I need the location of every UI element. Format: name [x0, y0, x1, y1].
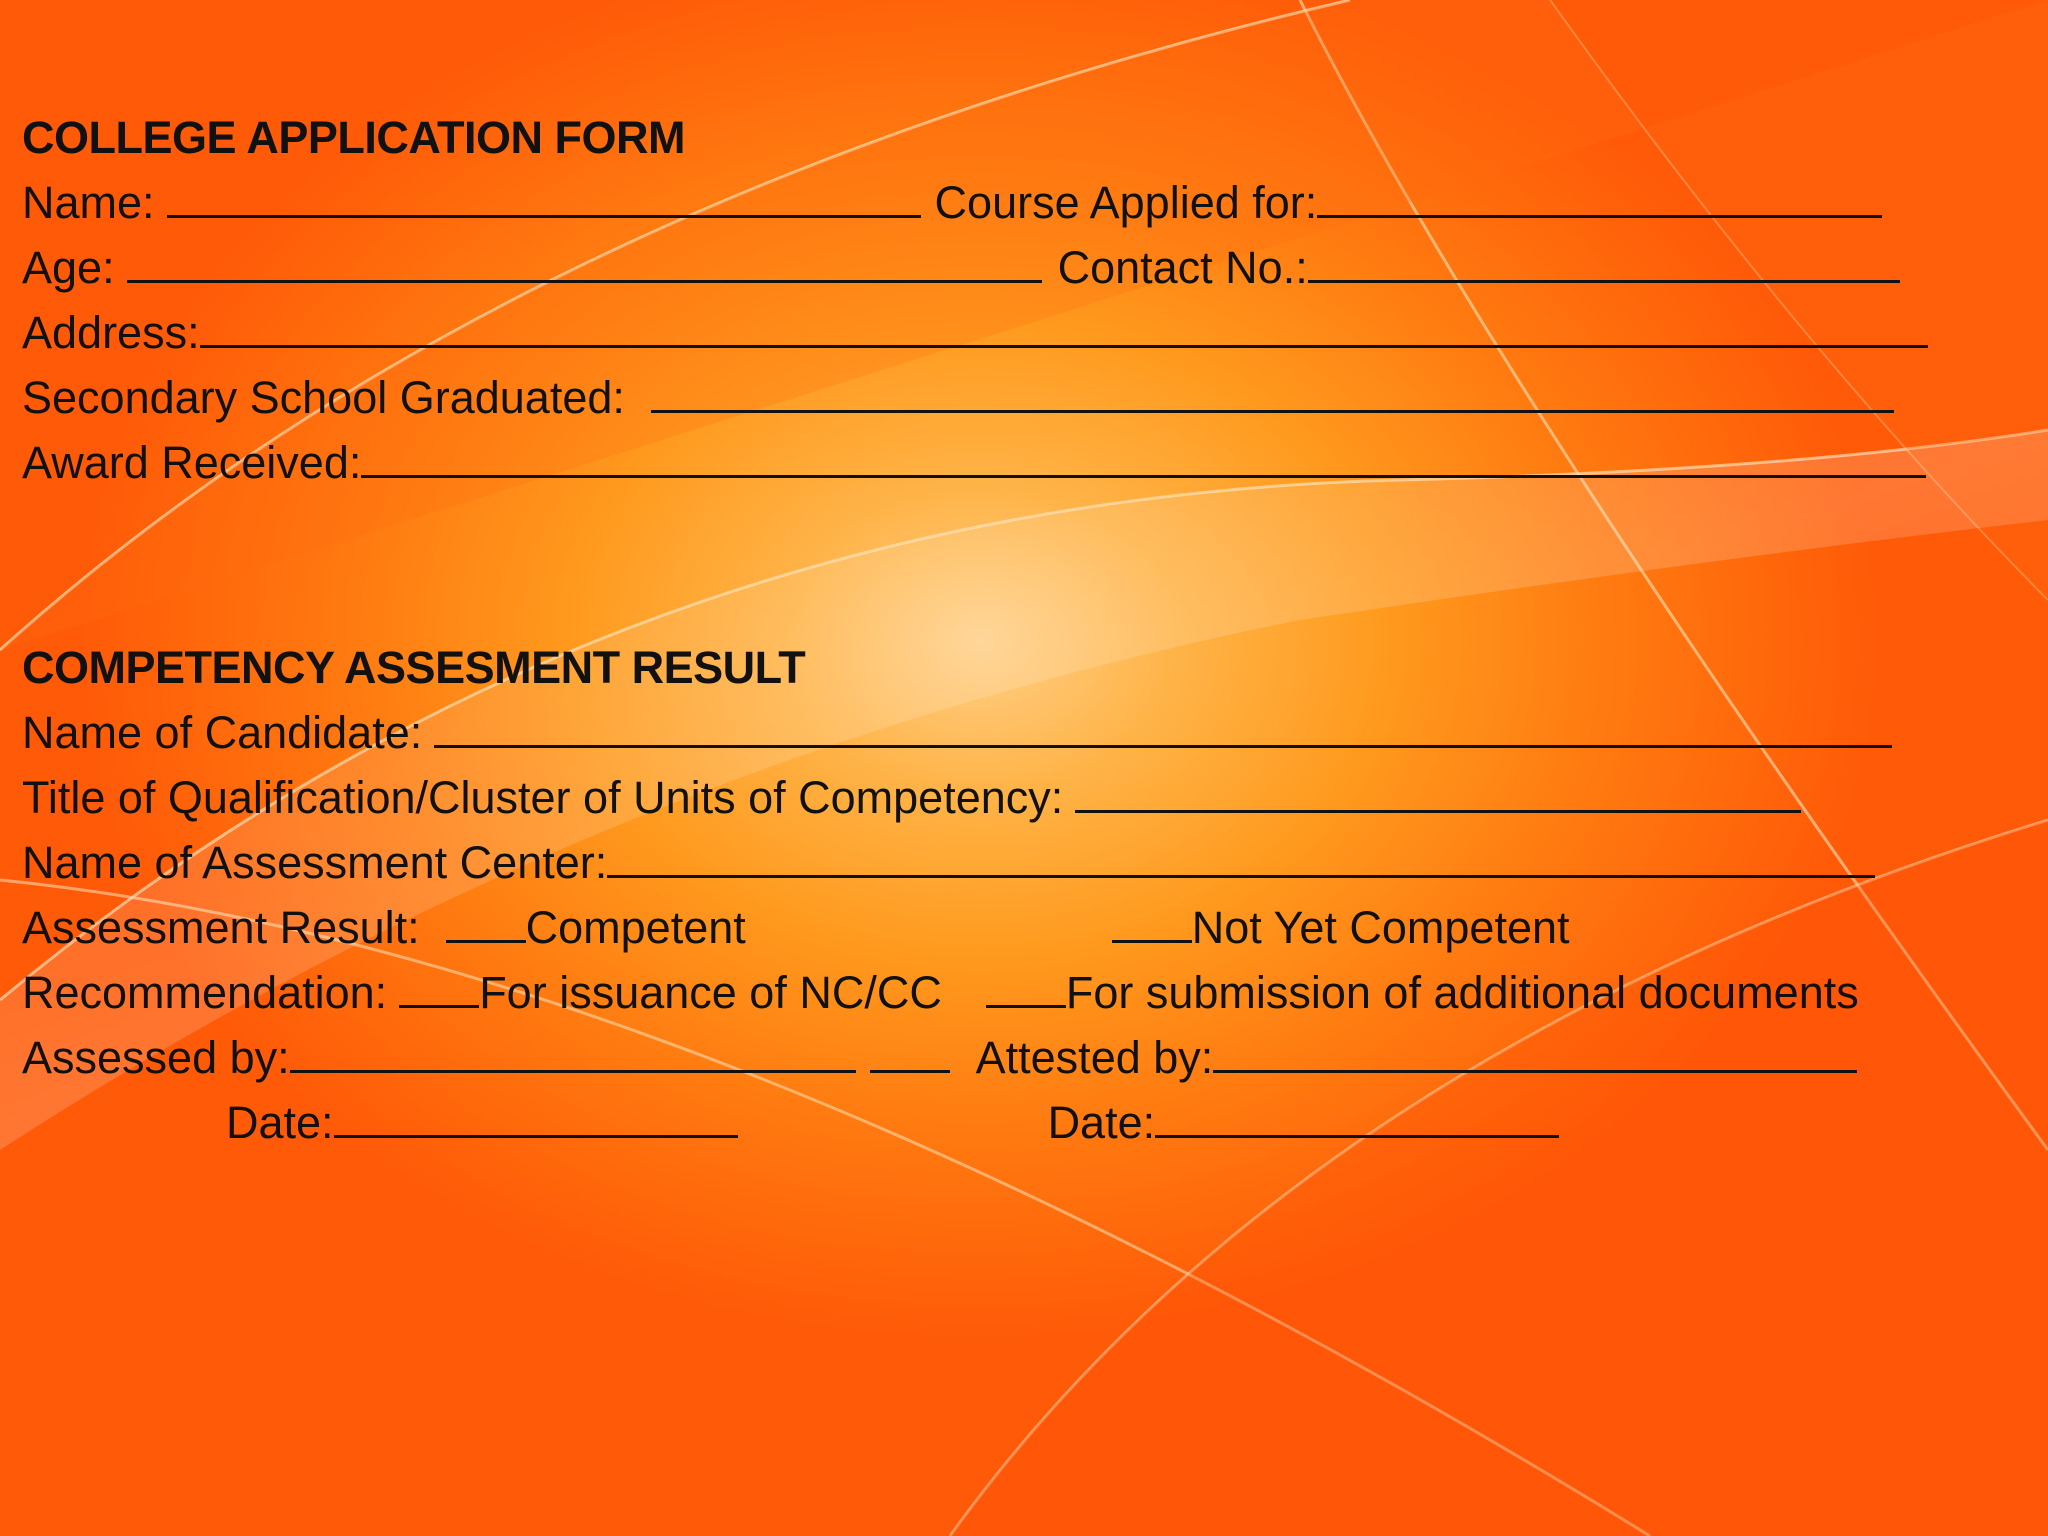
address-label: Address: [22, 307, 200, 358]
competent-checkbox-line[interactable] [446, 902, 526, 943]
application-form-title: COLLEGE APPLICATION FORM [22, 112, 685, 163]
attested-date-field-line[interactable] [1155, 1097, 1559, 1138]
competent-option-label: Competent [525, 902, 746, 953]
name-field-line[interactable] [167, 177, 921, 218]
issuance-option-label: For issuance of NC/CC [479, 967, 942, 1018]
award-received-label: Award Received: [22, 437, 362, 488]
assessment-center-label: Name of Assessment Center: [22, 837, 608, 888]
course-applied-field-line[interactable] [1317, 177, 1882, 218]
assessment-result-row [22, 895, 2032, 960]
name-course-row [22, 170, 2032, 235]
recommendation-label: Recommendation: [22, 967, 388, 1018]
candidate-name-field-line[interactable] [434, 707, 1892, 748]
qualification-title-field-line[interactable] [1075, 772, 1801, 813]
age-field-line[interactable] [127, 242, 1042, 283]
address-field-line[interactable] [200, 307, 1928, 348]
assessed-by-extra-line[interactable] [870, 1032, 950, 1073]
secondary-school-field-line[interactable] [651, 372, 1894, 413]
qualification-title-label: Title of Qualification/Cluster of Units of Competency: [22, 772, 1064, 823]
secondary-school-row [22, 365, 2032, 430]
issuance-checkbox-line[interactable] [399, 967, 479, 1008]
assessment-result-label: Assessment Result: [22, 902, 420, 953]
address-row [22, 300, 2032, 365]
assessed-date-label: Date: [226, 1097, 334, 1148]
assessment-result-title: COMPETENCY ASSESMENT RESULT [22, 642, 806, 693]
submission-option-label: For submission of additional documents [1065, 967, 1859, 1018]
award-received-field-line[interactable] [361, 437, 1926, 478]
recommendation-row [22, 960, 2032, 1025]
attested-by-label: Attested by: [975, 1032, 1214, 1083]
not-yet-competent-checkbox-line[interactable] [1112, 902, 1192, 943]
contact-no-field-line[interactable] [1308, 242, 1900, 283]
course-applied-label: Course Applied for: [934, 177, 1318, 228]
assessment-center-row [22, 830, 2032, 895]
submission-checkbox-line[interactable] [986, 967, 1066, 1008]
assessed-date-field-line[interactable] [334, 1097, 738, 1138]
section-spacer [22, 495, 2032, 625]
assessed-by-field-line[interactable] [290, 1032, 856, 1073]
contact-no-label: Contact No.: [1057, 242, 1308, 293]
assessed-attested-row [22, 1025, 2032, 1090]
age-contact-row [22, 235, 2032, 300]
candidate-row [22, 700, 2032, 765]
qualification-row [22, 765, 2032, 830]
award-received-row [22, 430, 2032, 495]
date-row [22, 1090, 2032, 1155]
form-content [22, 105, 2032, 1155]
not-yet-competent-option-label: Not Yet Competent [1191, 902, 1570, 953]
assessment-center-field-line[interactable] [607, 837, 1875, 878]
candidate-name-label: Name of Candidate: [22, 707, 423, 758]
secondary-school-label: Secondary School Graduated: [22, 372, 625, 423]
attested-date-label: Date: [1047, 1097, 1156, 1148]
name-label: Name: [22, 177, 155, 228]
attested-by-field-line[interactable] [1213, 1032, 1857, 1073]
age-label: Age: [22, 242, 115, 293]
assessed-by-label: Assessed by: [22, 1032, 290, 1083]
